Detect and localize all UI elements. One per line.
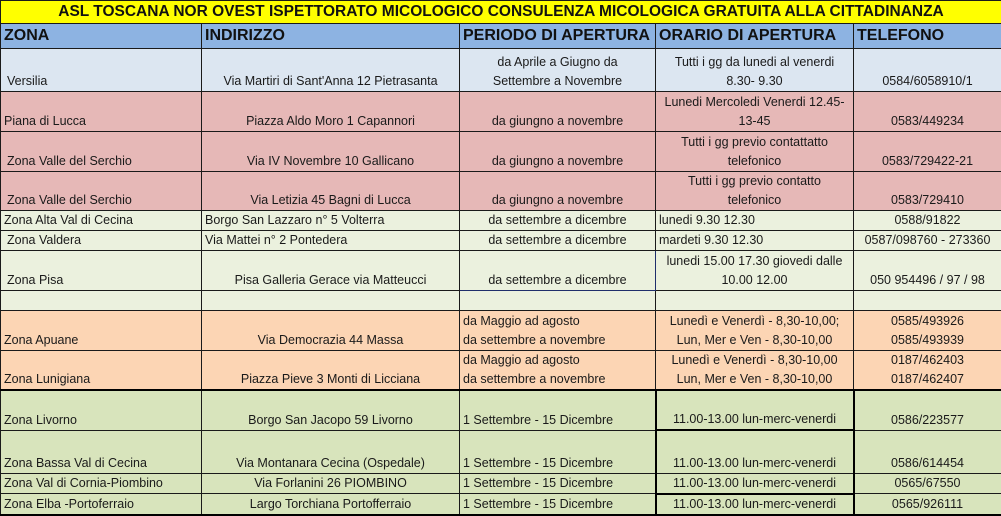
table-row [1, 211, 1001, 231]
cell-zona[interactable]: Zona Bassa Val di Cecina [1, 430, 202, 473]
table-row [1, 430, 1001, 473]
cell-orario[interactable] [656, 92, 854, 132]
cell-periodo[interactable]: da settembre a dicembre [460, 231, 656, 251]
cell-orario[interactable]: 11.00-13.00 lun-merc-venerdi [656, 430, 854, 473]
cell-telefono[interactable]: 0565/926111 [854, 494, 1001, 515]
cell-periodo[interactable]: da giungno a novembre [460, 92, 656, 132]
cell-line: 0585/493939 [891, 333, 964, 347]
cell-indirizzo[interactable]: Piazza Pieve 3 Monti di Licciana [202, 351, 460, 391]
cell-telefono[interactable]: 0588/91822 [854, 211, 1001, 231]
table-row-empty [1, 291, 1001, 311]
cell-orario[interactable] [656, 132, 854, 172]
table-row [1, 92, 1001, 132]
cell-periodo[interactable]: da settembre a dicembre [460, 251, 656, 291]
cell-periodo[interactable] [460, 351, 656, 391]
table-row [1, 311, 1001, 351]
table-row [1, 390, 1001, 430]
cell-indirizzo[interactable]: Largo Torchiana Portofferraio [202, 494, 460, 515]
cell-line: da Maggio ad agosto [463, 353, 580, 367]
cell-zona[interactable] [1, 291, 202, 311]
cell-line: 0187/462403 [891, 353, 964, 367]
cell-zona[interactable]: Zona Alta Val di Cecina [1, 211, 202, 231]
cell-telefono[interactable]: 0587/098760 - 273360 [854, 231, 1001, 251]
table-row [1, 172, 1001, 211]
cell-line: Tutti i gg previo contatto [688, 174, 821, 188]
cell-periodo[interactable]: da giungno a novembre [460, 172, 656, 211]
table-row [1, 231, 1001, 251]
cell-periodo[interactable]: 1 Settembre - 15 Dicembre [460, 430, 656, 473]
cell-periodo[interactable]: 1 Settembre - 15 Dicembre [460, 390, 656, 430]
header-periodo[interactable]: PERIODO DI APERTURA [460, 24, 656, 49]
sheet-title[interactable]: ASL TOSCANA NOR OVEST ISPETTORATO MICOLOGICO CONSULENZA MICOLOGICA GRATUITA ALLA CITTADINANZA [1, 1, 1001, 24]
cell-line: Lun, Mer e Ven - 8,30-10,00 [676, 372, 833, 386]
cell-line: telefonico [727, 154, 782, 168]
cell-telefono[interactable]: 0583/729422-21 [854, 132, 1001, 172]
cell-telefono[interactable]: 0583/449234 [854, 92, 1001, 132]
cell-telefono[interactable]: 0584/6058910/1 [854, 49, 1001, 92]
cell-indirizzo[interactable]: Via Montanara Cecina (Ospedale) [202, 430, 460, 473]
cell-line: 10.00 12.00 [721, 273, 788, 287]
cell-line: 13-45 [738, 114, 771, 128]
cell-orario[interactable]: mardeti 9.30 12.30 [656, 231, 854, 251]
header-row [1, 24, 1001, 49]
header-orario[interactable]: ORARIO DI APERTURA [656, 24, 854, 49]
cell-line: Lunedì e Venerdì - 8,30-10,00; [669, 314, 840, 328]
cell-indirizzo[interactable]: Via IV Novembre 10 Gallicano [202, 132, 460, 172]
cell-zona[interactable]: Zona Lunigiana [1, 351, 202, 391]
cell-zona[interactable]: Zona Livorno [1, 390, 202, 430]
cell-telefono[interactable] [854, 311, 1001, 351]
cell-line: telefonico [727, 193, 782, 207]
cell-zona[interactable]: Zona Apuane [1, 311, 202, 351]
cell-indirizzo[interactable] [202, 291, 460, 311]
cell-periodo[interactable] [460, 49, 656, 92]
cell-orario[interactable]: 11.00-13.00 lun-merc-venerdi [656, 390, 854, 430]
title-row [1, 1, 1001, 24]
cell-periodo[interactable] [460, 311, 656, 351]
cell-indirizzo[interactable]: Via Mattei n° 2 Pontedera [202, 231, 460, 251]
table-row [1, 351, 1001, 391]
cell-zona[interactable]: Zona Valdera [1, 231, 202, 251]
header-zona[interactable]: ZONA [1, 24, 202, 49]
cell-orario[interactable] [656, 49, 854, 92]
cell-orario[interactable] [656, 351, 854, 391]
cell-line: Lunedi Mercoledi Venerdi 12.45- [664, 95, 845, 109]
cell-zona[interactable]: Versilia [1, 49, 202, 92]
cell-telefono[interactable]: 0586/614454 [854, 430, 1001, 473]
cell-zona[interactable]: Zona Valle del Serchio [1, 132, 202, 172]
cell-line: Tutti i gg previo contattatto [681, 135, 828, 149]
cell-indirizzo[interactable]: Piazza Aldo Moro 1 Capannori [202, 92, 460, 132]
cell-periodo[interactable]: 1 Settembre - 15 Dicembre [460, 494, 656, 515]
cell-line: da Aprile a Giugno da [497, 55, 618, 69]
cell-periodo[interactable]: da giungno a novembre [460, 132, 656, 172]
cell-orario[interactable]: lunedi 9.30 12.30 [656, 211, 854, 231]
cell-line: da settembre a novembre [463, 333, 606, 347]
cell-telefono[interactable]: 0565/67550 [854, 473, 1001, 494]
cell-orario[interactable] [656, 172, 854, 211]
cell-telefono[interactable] [854, 291, 1001, 311]
cell-line: Lun, Mer e Ven - 8,30-10,00 [676, 333, 833, 347]
cell-telefono[interactable]: 0583/729410 [854, 172, 1001, 211]
header-indirizzo[interactable]: INDIRIZZO [202, 24, 460, 49]
cell-zona[interactable]: Zona Elba -Portoferraio [1, 494, 202, 515]
cell-line: da Maggio ad agosto [463, 314, 580, 328]
table-row [1, 473, 1001, 494]
cell-zona[interactable]: Piana di Lucca [1, 92, 202, 132]
table-row [1, 494, 1001, 515]
cell-periodo[interactable]: 1 Settembre - 15 Dicembre [460, 473, 656, 494]
cell-line: Tutti i gg da lunedi al venerdi [674, 55, 835, 69]
cell-line: lunedi 15.00 17.30 giovedi dalle [666, 254, 843, 268]
table-row [1, 132, 1001, 172]
cell-periodo[interactable]: da settembre a dicembre [460, 211, 656, 231]
cell-telefono[interactable]: 050 954496 / 97 / 98 [854, 251, 1001, 291]
cell-indirizzo[interactable]: Via Forlanini 26 PIOMBINO [202, 473, 460, 494]
cell-orario[interactable] [656, 251, 854, 291]
cell-orario[interactable]: 11.00-13.00 lun-merc-venerdi [656, 473, 854, 494]
cell-line: Lunedì e Venerdì - 8,30-10,00 [671, 353, 838, 367]
cell-indirizzo[interactable]: Borgo San Lazzaro n° 5 Volterra [202, 211, 460, 231]
cell-line: 0585/493926 [891, 314, 964, 328]
cell-indirizzo[interactable]: Via Democrazia 44 Massa [202, 311, 460, 351]
table-row [1, 251, 1001, 291]
cell-orario[interactable]: 11.00-13.00 lun-merc-venerdi [656, 494, 854, 515]
cell-line: da settembre a novembre [463, 372, 606, 386]
cell-line: Settembre a Novembre [492, 74, 623, 88]
cell-line: 8.30- 9.30 [726, 74, 783, 88]
cell-orario[interactable] [656, 311, 854, 351]
cell-zona[interactable]: Zona Pisa [1, 251, 202, 291]
cell-periodo[interactable] [460, 291, 656, 311]
cell-zona[interactable]: Zona Valle del Serchio [1, 172, 202, 211]
cell-indirizzo[interactable]: Borgo San Jacopo 59 Livorno [202, 390, 460, 430]
cell-orario[interactable] [656, 291, 854, 311]
cell-telefono[interactable] [854, 351, 1001, 391]
cell-indirizzo[interactable]: Via Letizia 45 Bagni di Lucca [202, 172, 460, 211]
cell-zona[interactable]: Zona Val di Cornia-Piombino [1, 473, 202, 494]
cell-indirizzo[interactable]: Pisa Galleria Gerace via Matteucci [202, 251, 460, 291]
cell-telefono[interactable]: 0586/223577 [854, 390, 1001, 430]
table-row [1, 49, 1001, 92]
cell-indirizzo[interactable]: Via Martiri di Sant'Anna 12 Pietrasanta [202, 49, 460, 92]
cell-line: 0187/462407 [891, 372, 964, 386]
header-telefono[interactable]: TELEFONO [854, 24, 1001, 49]
